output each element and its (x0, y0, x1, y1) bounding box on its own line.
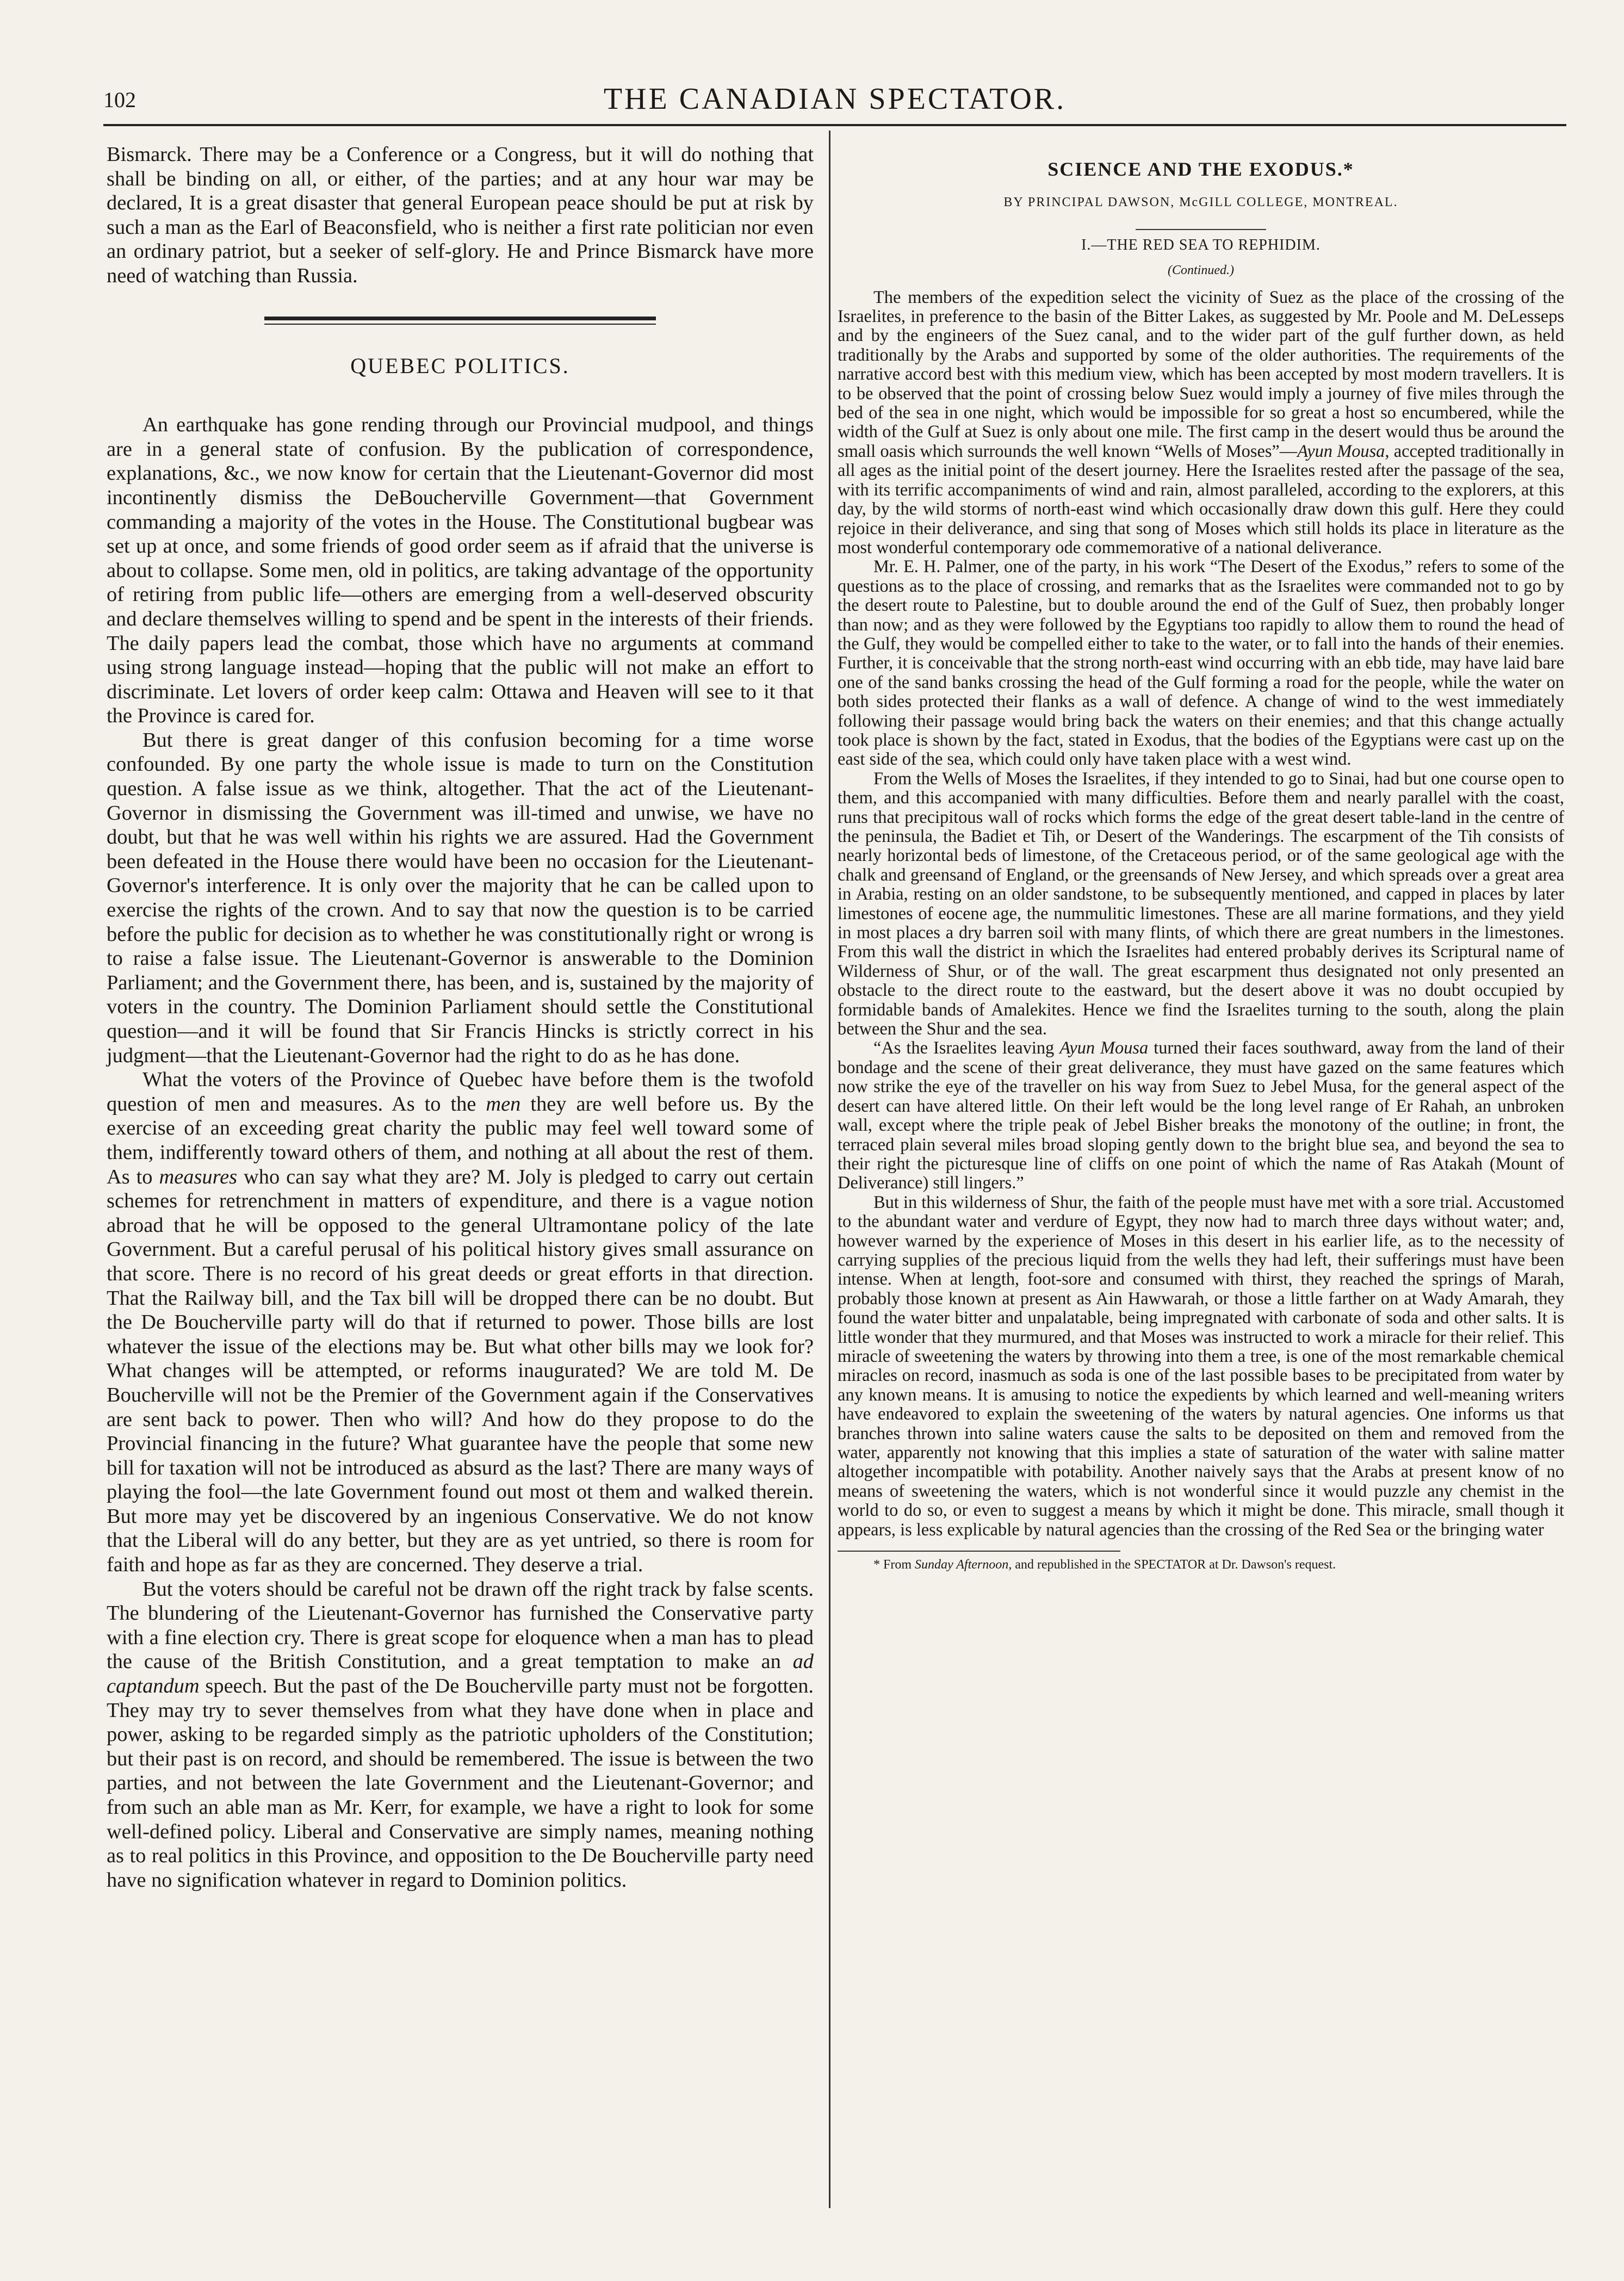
paragraph: An earthquake has gone rending through our Provincial mudpool, and things are in a general state of confusion. By the publication of correspondence, explanations, &c., we now know for certain that the Lieutenant-Governor did most incontinently dismiss the DeBoucherville Government—that Government commanding a majority of the votes in the House. The Constitutional bugbear was set up at once, and some friends of good order seem as if afraid that the universe is about to collapse. Some men, old in politics, are taking advantage of the opportunity of retiring from public life—others are emerging from a well-deserved obscurity and declare themselves willing to spend and be spent in the interests of their friends. The daily papers lead the combat, those which have no arguments at command using strong language instead—hoping that the public will not make an effort to discriminate. Let lovers of order keep calm: Ottawa and Heaven will see to it that the Province is cared for. (107, 413, 814, 728)
paragraph: “As the Israelites leaving Ayun Mousa turned their faces southward, away from the land of their bondage and the scene of their great deliverance, they must have gazed on the same features which now strike the eye of the traveller on his way from Suez to Jebel Musa, for the general aspect of the desert can have altered little. On their left would be the long level range of Er Rahah, an unbroken wall, except where the triple peak of Jebel Bisher breaks the monotony of the outline; in front, the terraced plain several miles broad sloping gently down to the bright blue sea, and beyond the sea to their right the picturesque line of cliffs on one point of which the name of Ras Atakah (Mount of Deliverance) still lingers.” (838, 1038, 1564, 1193)
paragraph: But the voters should be careful not be drawn off the right track by false scents. The blundering of the Lieutenant-Governor has furnished the Conservative party with a fine election cry. There is great scope for eloquence when a man has to plead the cause of the British Constitution, and a great temptation to make an ad captandum speech. But the past of the De Boucherville party must not be forgotten. They may try to sever themselves from what they have done when in place and power, asking to be regarded simply as the patriotic upholders of the Constitution; but their past is on record, and should be remembered. The issue is between the two parties, and not between the late Government and the Lieutenant-Governor; and from such an able man as Mr. Kerr, for example, we have a right to look for some well-defined policy. Liberal and Conservative are simply names, meaning nothing as to real politics in this Province, and opposition to the De Boucherville party need have no signification whatever in regard to Dominion politics. (107, 1577, 814, 1892)
paragraph: What the voters of the Province of Quebec have before them is the twofold question of men and measures. As to the men they are well before us. By the exercise of an exceeding great charity the public may feel well toward some of them, indifferently toward others of them, and nothing at all about the rest of them. As to measures who can say what they are? M. Joly is pledged to carry out certain schemes for retrenchment in matters of expenditure, and there is a vague notion abroad that he will be opposed to the general Ultramontane policy of the late Government. But a careful perusal of his political history gives small assurance on that score. There is no record of his great deeds or great efforts in that direction. That the Railway bill, and the Tax bill will be dropped there can be no doubt. But the De Boucherville party will do that if returned to power. Those bills are lost whatever the issue of the elections may be. But what other bills may we look for? What changes will be attempted, or reforms inaugurated? We are told M. De Boucherville will not be the Premier of the Government again if the Conservatives are sent back to power. Then who will? And how do they propose to do the Provincial financing in the future? What guarantee have the people that some new bill for taxation will not be introduced as absurd as the last? There are many ways of playing the fool—the late Government found out most ot them and walked therein. But more may yet be discovered by an ingenious Conservative. We do not know that the Liberal will do any better, but they are as yet untried, so there is room for faith and hope as far as they are concerned. They deserve a trial. (107, 1068, 814, 1577)
footnote-rule (838, 1551, 1120, 1552)
section-title: I.—THE RED SEA TO REPHIDIM. (1081, 236, 1321, 253)
paragraph: But there is great danger of this confusion becoming for a time worse confounded. By one party the whole issue is made to turn on the Constitution question. A false issue as we think, altogether. That the act of the Lieutenant-Governor in dismissing the Government was ill-timed and unwise, we have no doubt, but that he was well within his rights we are assured. Had the Government been defeated in the House there would have been no occasion for the Lieutenant-Governor's interference. It is only over the majority that he can be called upon to exercise the rights of the crown. And to say that now the question is to be carried before the public for decision as to whether he was constitutionally right or wrong is to raise a false issue. The Lieutenant-Governor is answerable to the Dominion Parliament; and the Government there, has been, and is, sustained by the majority of voters in the country. The Dominion Parliament should settle the Constitutional question—and it will be found that Sir Francis Hincks is strictly correct in his judgment—that the Lieutenant-Governor had the right to do as he has done. (107, 728, 814, 1067)
page-number: 102 (103, 88, 136, 112)
left-column (107, 142, 814, 1892)
column-divider (829, 131, 830, 2208)
paragraph: The members of the expedition select the vicinity of Suez as the place of the crossing of the Israelites, in preference to the basin of the Bitter Lakes, as suggested by Mr. Poole and M. DeLesseps and by the engineers of the Suez canal, and to the wider part of the gulf further down, as held traditionally by the Arabs and supported by some of the older authorities. The requirements of the narrative accord best with this medium view, which has been accepted by most modern travellers. It is to be observed that the point of crossing below Suez would imply a journey of five miles through the bed of the sea in one night, which would be impossible for so great a host so encumbered, while the width of the Gulf at Suez is only about one mile. The first camp in the desert would thus be around the small oasis which surrounds the well known “Wells of Moses”—Ayun Mousa, accepted traditionally in all ages as the initial point of the desert journey. Here the Israelites rested after the passage of the sea, with its terrific accompaniments of wind and rain, almost paralleled, according to the explorers, at this day, by the wild storms of north-east wind which occasionally draw down this gulf. Here they could rejoice in their deliverance, and sing that song of Moses which still holds its place in literature as the most wonderful contemporary ode commemorative of a national deliverance. (838, 287, 1564, 557)
continued-note: (Continued.) (1168, 263, 1234, 278)
footnote: * From Sunday Afternoon, and republished in the SPECTATOR at Dr. Dawson's request. (873, 1558, 1336, 1572)
paragraph: From the Wells of Moses the Israelites, if they intended to go to Sinai, had but one course open to them, and this accompanied with many difficulties. Before them and nearly parallel with the coast, runs that precipitous wall of rocks which forms the edge of the great desert table-land in the centre of the peninsula, the Badiet et Tih, or Desert of the Wanderings. The escarpment of the Tih consists of nearly horizontal beds of limestone, of the Cretaceous period, or of the same geological age with the chalk and greensand of England, or the greensands of New Jersey, and which spreads over a great area in Arabia, resting on an older sandstone, to be subsequently mentioned, and capped in places by later limestones of eocene age, the nummulitic limestones. These are all marine formations, and they yield in most places a dry barren soil with many flints, of which there are great numbers in the limestones. From this wall the district in which the Israelites had entered probably derives its Scriptural name of Wilderness of Shur, or of the wall. The great escarpment thus designated not only presented an obstacle to the direct route to the eastward, but the desert above it was no doubt occupied by formidable bands of Amalekites. Hence we find the Israelites turning to the south, along the plain between the Shur and the sea. (838, 768, 1564, 1039)
byline-rule (1136, 229, 1266, 230)
section-rule (264, 317, 656, 325)
article-heading-quebec-politics: QUEBEC POLITICS. (350, 353, 570, 378)
continued-article-text: Bismarck. There may be a Conference or a Congress, but it will do nothing that shall be binding on all, or either, of the parties; and at any hour war may be declared, It is a great disaster that general European peace should be put at risk by such a man as the Earl of Beaconsfield, who is neither a first rate politician nor even an ordinary patriot, but a seeker of self-glory. He and Prince Bismarck have more need of watching than Russia. (107, 143, 814, 287)
masthead-title: THE CANADIAN SPECTATOR. (603, 82, 1067, 116)
paragraph: But in this wilderness of Shur, the faith of the people must have met with a sore trial. Accustomed to the abundant water and verdure of Egypt, they now had to march three days without water; and, however warned by the experience of Moses in this desert in his earlier life, as to the necessity of carrying supplies of the precious liquid from the wells they had left, their sufferings must have been intense. When at length, foot-sore and consumed with thirst, they reached the springs of Marah, probably those known at present as Ain Hawwarah, or those a little farther on at Wady Amarah, they found the water bitter and unpalatable, being impregnated with carbonate of soda and other salts. It is little wonder that they murmured, and that Moses was instructed to work a miracle for their relief. This miracle of sweetening the waters by throwing into them a tree, is one of the most remarkable chemical miracles on record, inasmuch as soda is one of the last possible bases to be precipitated from water by any known means. It is amusing to notice the expedients by which learned and well-meaning writers have endeavored to explain the sweetening of the waters by natural agencies. One informs us that branches thrown into saline waters cause the salts to be deposited on them and removed from the water, apparently not knowing that this implies a state of saturation of the water with saline matter altogether incompatible with potability. Another naively says that the Arabs at present know of no means of sweetening the waters, which is not wonderful since it would puzzle any chemist in the world to do so, or even to suggest a means by which it might be done. This miracle, small though it appears, is less explicable by natural agencies than the crossing of the Red Sea or the bringing water (838, 1192, 1564, 1540)
paragraph: Mr. E. H. Palmer, one of the party, in his work “The Desert of the Exodus,” refers to some of the questions as to the place of crossing, and remarks that as the Israelites were commanded not to go by the desert route to Palestine, but to double around the end of the Gulf of Suez, then probably longer than now; and as they were followed by the Egyptians too rapidly to allow them to round the head of the Gulf, they would be compelled either to take to the water, or to fall into the hands of their enemies. Further, it is conceivable that the strong north-east wind occurring with an ebb tide, may have laid bare one of the sand banks crossing the head of the Gulf forming a road for the people, while the water on both sides protected their flanks as a wall of defence. A change of wind to the west immediately following their passage would bring back the waters on their enemies; and that this change actually took place is shown by the fact, stated in Exodus, that the bodies of the Egyptians were cast up on the east side of the sea, which could only have taken place with a west wind. (838, 557, 1564, 770)
article-heading-science-exodus: SCIENCE AND THE EXODUS.* (1047, 158, 1354, 180)
right-column (838, 142, 1564, 1572)
page-header (103, 82, 1566, 120)
byline: BY PRINCIPAL DAWSON, McGILL COLLEGE, MONTREAL. (1003, 195, 1398, 210)
header-rule (103, 124, 1566, 126)
